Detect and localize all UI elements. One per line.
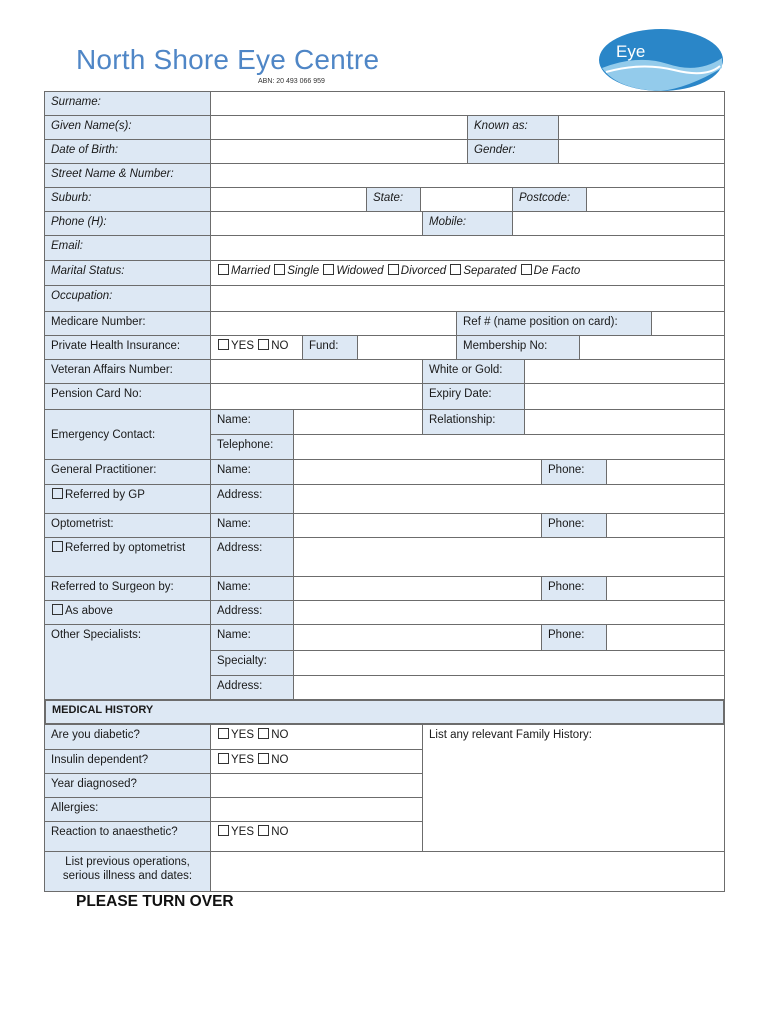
yes-label: YES [231, 826, 255, 838]
divorced-label: Divorced [400, 265, 447, 277]
spec-address-field[interactable] [293, 675, 725, 700]
married-label: Married [231, 265, 270, 277]
yes-label: YES [231, 729, 255, 741]
dob-label: Date of Birth: [44, 139, 211, 164]
operations-label: List previous operations, serious illness and dates: [44, 851, 211, 892]
street-label: Street Name & Number: [44, 163, 211, 188]
referred-gp-text: Referred by GP [65, 489, 145, 501]
email-label: Email: [44, 235, 211, 261]
no-label: NO [271, 754, 289, 766]
private-health-options [210, 335, 303, 360]
state-field[interactable] [420, 187, 513, 212]
email-field[interactable] [210, 235, 725, 261]
emergency-label: Emergency Contact: [44, 409, 211, 460]
given-names-field[interactable] [210, 115, 468, 140]
marital-options [210, 260, 725, 286]
pension-label: Pension Card No: [44, 383, 211, 410]
gp-name-label: Name: [210, 459, 294, 485]
allergies-label: Allergies: [44, 797, 211, 822]
given-names-label: Given Name(s): [44, 115, 211, 140]
known-as-field[interactable] [558, 115, 725, 140]
fund-field[interactable] [357, 335, 457, 360]
known-as-label: Known as: [467, 115, 559, 140]
year-diagnosed-label: Year diagnosed? [44, 773, 211, 798]
suburb-label: Suburb: [44, 187, 211, 212]
medicare-label: Medicare Number: [44, 311, 211, 336]
surgeon-address-label: Address: [210, 600, 294, 625]
white-gold-field[interactable] [524, 359, 725, 384]
as-above-option [44, 600, 211, 625]
suburb-field[interactable] [210, 187, 367, 212]
diabetic-options [210, 724, 423, 750]
anaesthetic-options [210, 821, 423, 852]
as-above-text: As above [65, 605, 113, 617]
telephone-field[interactable] [293, 434, 725, 460]
state-label: State: [366, 187, 421, 212]
as-above-checkbox[interactable] [52, 604, 63, 615]
insulin-label: Insulin dependent? [44, 749, 211, 774]
specialty-label: Specialty: [210, 650, 294, 676]
no-label: NO [271, 729, 289, 741]
defacto-label: De Facto [533, 265, 581, 277]
ref-field[interactable] [651, 311, 725, 336]
anaesthetic-label: Reaction to anaesthetic? [44, 821, 211, 852]
mobile-field[interactable] [512, 211, 725, 236]
divorced-checkbox[interactable] [388, 264, 399, 275]
no-label: NO [271, 340, 289, 352]
diabetic-label: Are you diabetic? [44, 724, 211, 750]
family-history-field[interactable] [422, 724, 725, 852]
opt-address-label: Address: [210, 537, 294, 577]
separated-label: Separated [463, 265, 517, 277]
referred-gp-checkbox[interactable] [52, 488, 63, 499]
year-diagnosed-field[interactable] [210, 773, 423, 798]
emergency-name-label: Name: [210, 409, 294, 435]
family-history-label: List any relevant Family History: [429, 729, 592, 741]
married-checkbox[interactable] [218, 264, 229, 275]
insulin-yes-checkbox[interactable] [218, 753, 229, 764]
relationship-label: Relationship: [422, 409, 525, 435]
anaesthetic-yes-checkbox[interactable] [218, 825, 229, 836]
insulin-no-checkbox[interactable] [258, 753, 269, 764]
phone-home-field[interactable] [210, 211, 423, 236]
other-specialists-label: Other Specialists: [44, 624, 211, 700]
widowed-checkbox[interactable] [323, 264, 334, 275]
yes-label: YES [231, 340, 255, 352]
diabetic-no-checkbox[interactable] [258, 728, 269, 739]
opt-phone-label: Phone: [541, 513, 607, 538]
medical-history-heading: MEDICAL HISTORY [44, 699, 725, 725]
specialty-field[interactable] [293, 650, 725, 676]
clinic-title: North Shore Eye Centre [76, 44, 380, 75]
optometrist-label: Optometrist: [44, 513, 211, 538]
gp-address-label: Address: [210, 484, 294, 514]
postcode-field[interactable] [586, 187, 725, 212]
postcode-label: Postcode: [512, 187, 587, 212]
spec-phone-label: Phone: [541, 624, 607, 651]
emergency-name-field[interactable] [293, 409, 423, 435]
diabetic-yes-checkbox[interactable] [218, 728, 229, 739]
referred-opt-text: Referred by optometrist [65, 542, 186, 554]
abn-number: ABN: 20 493 066 959 [258, 78, 325, 85]
single-label: Single [287, 265, 320, 277]
operations-field[interactable] [210, 851, 725, 892]
referred-opt-checkbox[interactable] [52, 541, 63, 552]
phone-home-label: Phone (H): [44, 211, 211, 236]
white-gold-label: White or Gold: [422, 359, 525, 384]
allergies-field[interactable] [210, 797, 423, 822]
private-health-no-checkbox[interactable] [258, 339, 269, 350]
yes-label: YES [231, 754, 255, 766]
membership-label: Membership No: [456, 335, 580, 360]
spec-phone-field[interactable] [606, 624, 725, 651]
gp-phone-field[interactable] [606, 459, 725, 485]
street-field[interactable] [210, 163, 725, 188]
opt-name-label: Name: [210, 513, 294, 538]
fund-label: Fund: [302, 335, 358, 360]
gp-label: General Practitioner: [44, 459, 211, 485]
surgeon-label: Referred to Surgeon by: [44, 576, 211, 601]
spec-name-label: Name: [210, 624, 294, 651]
surgeon-phone-label: Phone: [541, 576, 607, 601]
private-health-yes-checkbox[interactable] [218, 339, 229, 350]
private-health-label: Private Health Insurance: [44, 335, 211, 360]
please-turn-over: PLEASE TURN OVER [76, 893, 234, 910]
expiry-label: Expiry Date: [422, 383, 525, 410]
single-checkbox[interactable] [274, 264, 285, 275]
opt-name-field[interactable] [293, 513, 542, 538]
relationship-field[interactable] [524, 409, 725, 435]
occupation-field[interactable] [210, 285, 725, 312]
ref-label: Ref # (name position on card): [456, 311, 652, 336]
occupation-label: Occupation: [44, 285, 211, 312]
veteran-label: Veteran Affairs Number: [44, 359, 211, 384]
surname-field[interactable] [210, 91, 725, 116]
pension-field[interactable] [210, 383, 423, 410]
dob-field[interactable] [210, 139, 468, 164]
surgeon-address-field[interactable] [293, 600, 725, 625]
defacto-checkbox[interactable] [521, 264, 532, 275]
surgeon-name-label: Name: [210, 576, 294, 601]
veteran-field[interactable] [210, 359, 423, 384]
opt-phone-field[interactable] [606, 513, 725, 538]
logo-text: Eye [616, 42, 646, 61]
expiry-field[interactable] [524, 383, 725, 410]
spec-name-field[interactable] [293, 624, 542, 651]
anaesthetic-no-checkbox[interactable] [258, 825, 269, 836]
mobile-label: Mobile: [422, 211, 513, 236]
separated-checkbox[interactable] [450, 264, 461, 275]
insulin-options [210, 749, 423, 774]
membership-field[interactable] [579, 335, 725, 360]
marital-label: Marital Status: [44, 260, 211, 286]
referred-opt-option [44, 537, 211, 577]
gp-name-field[interactable] [293, 459, 542, 485]
medicare-field[interactable] [210, 311, 457, 336]
no-label: NO [271, 826, 289, 838]
spec-address-label: Address: [210, 675, 294, 700]
gender-field[interactable] [558, 139, 725, 164]
eye-logo [598, 28, 724, 92]
telephone-label: Telephone: [210, 434, 294, 460]
referred-gp-option [44, 484, 211, 514]
gp-phone-label: Phone: [541, 459, 607, 485]
surname-label: Surname: [44, 91, 211, 116]
surgeon-name-field[interactable] [293, 576, 542, 601]
gender-label: Gender: [467, 139, 559, 164]
opt-address-field[interactable] [293, 537, 725, 577]
widowed-label: Widowed [336, 265, 384, 277]
gp-address-field[interactable] [293, 484, 725, 514]
surgeon-phone-field[interactable] [606, 576, 725, 601]
